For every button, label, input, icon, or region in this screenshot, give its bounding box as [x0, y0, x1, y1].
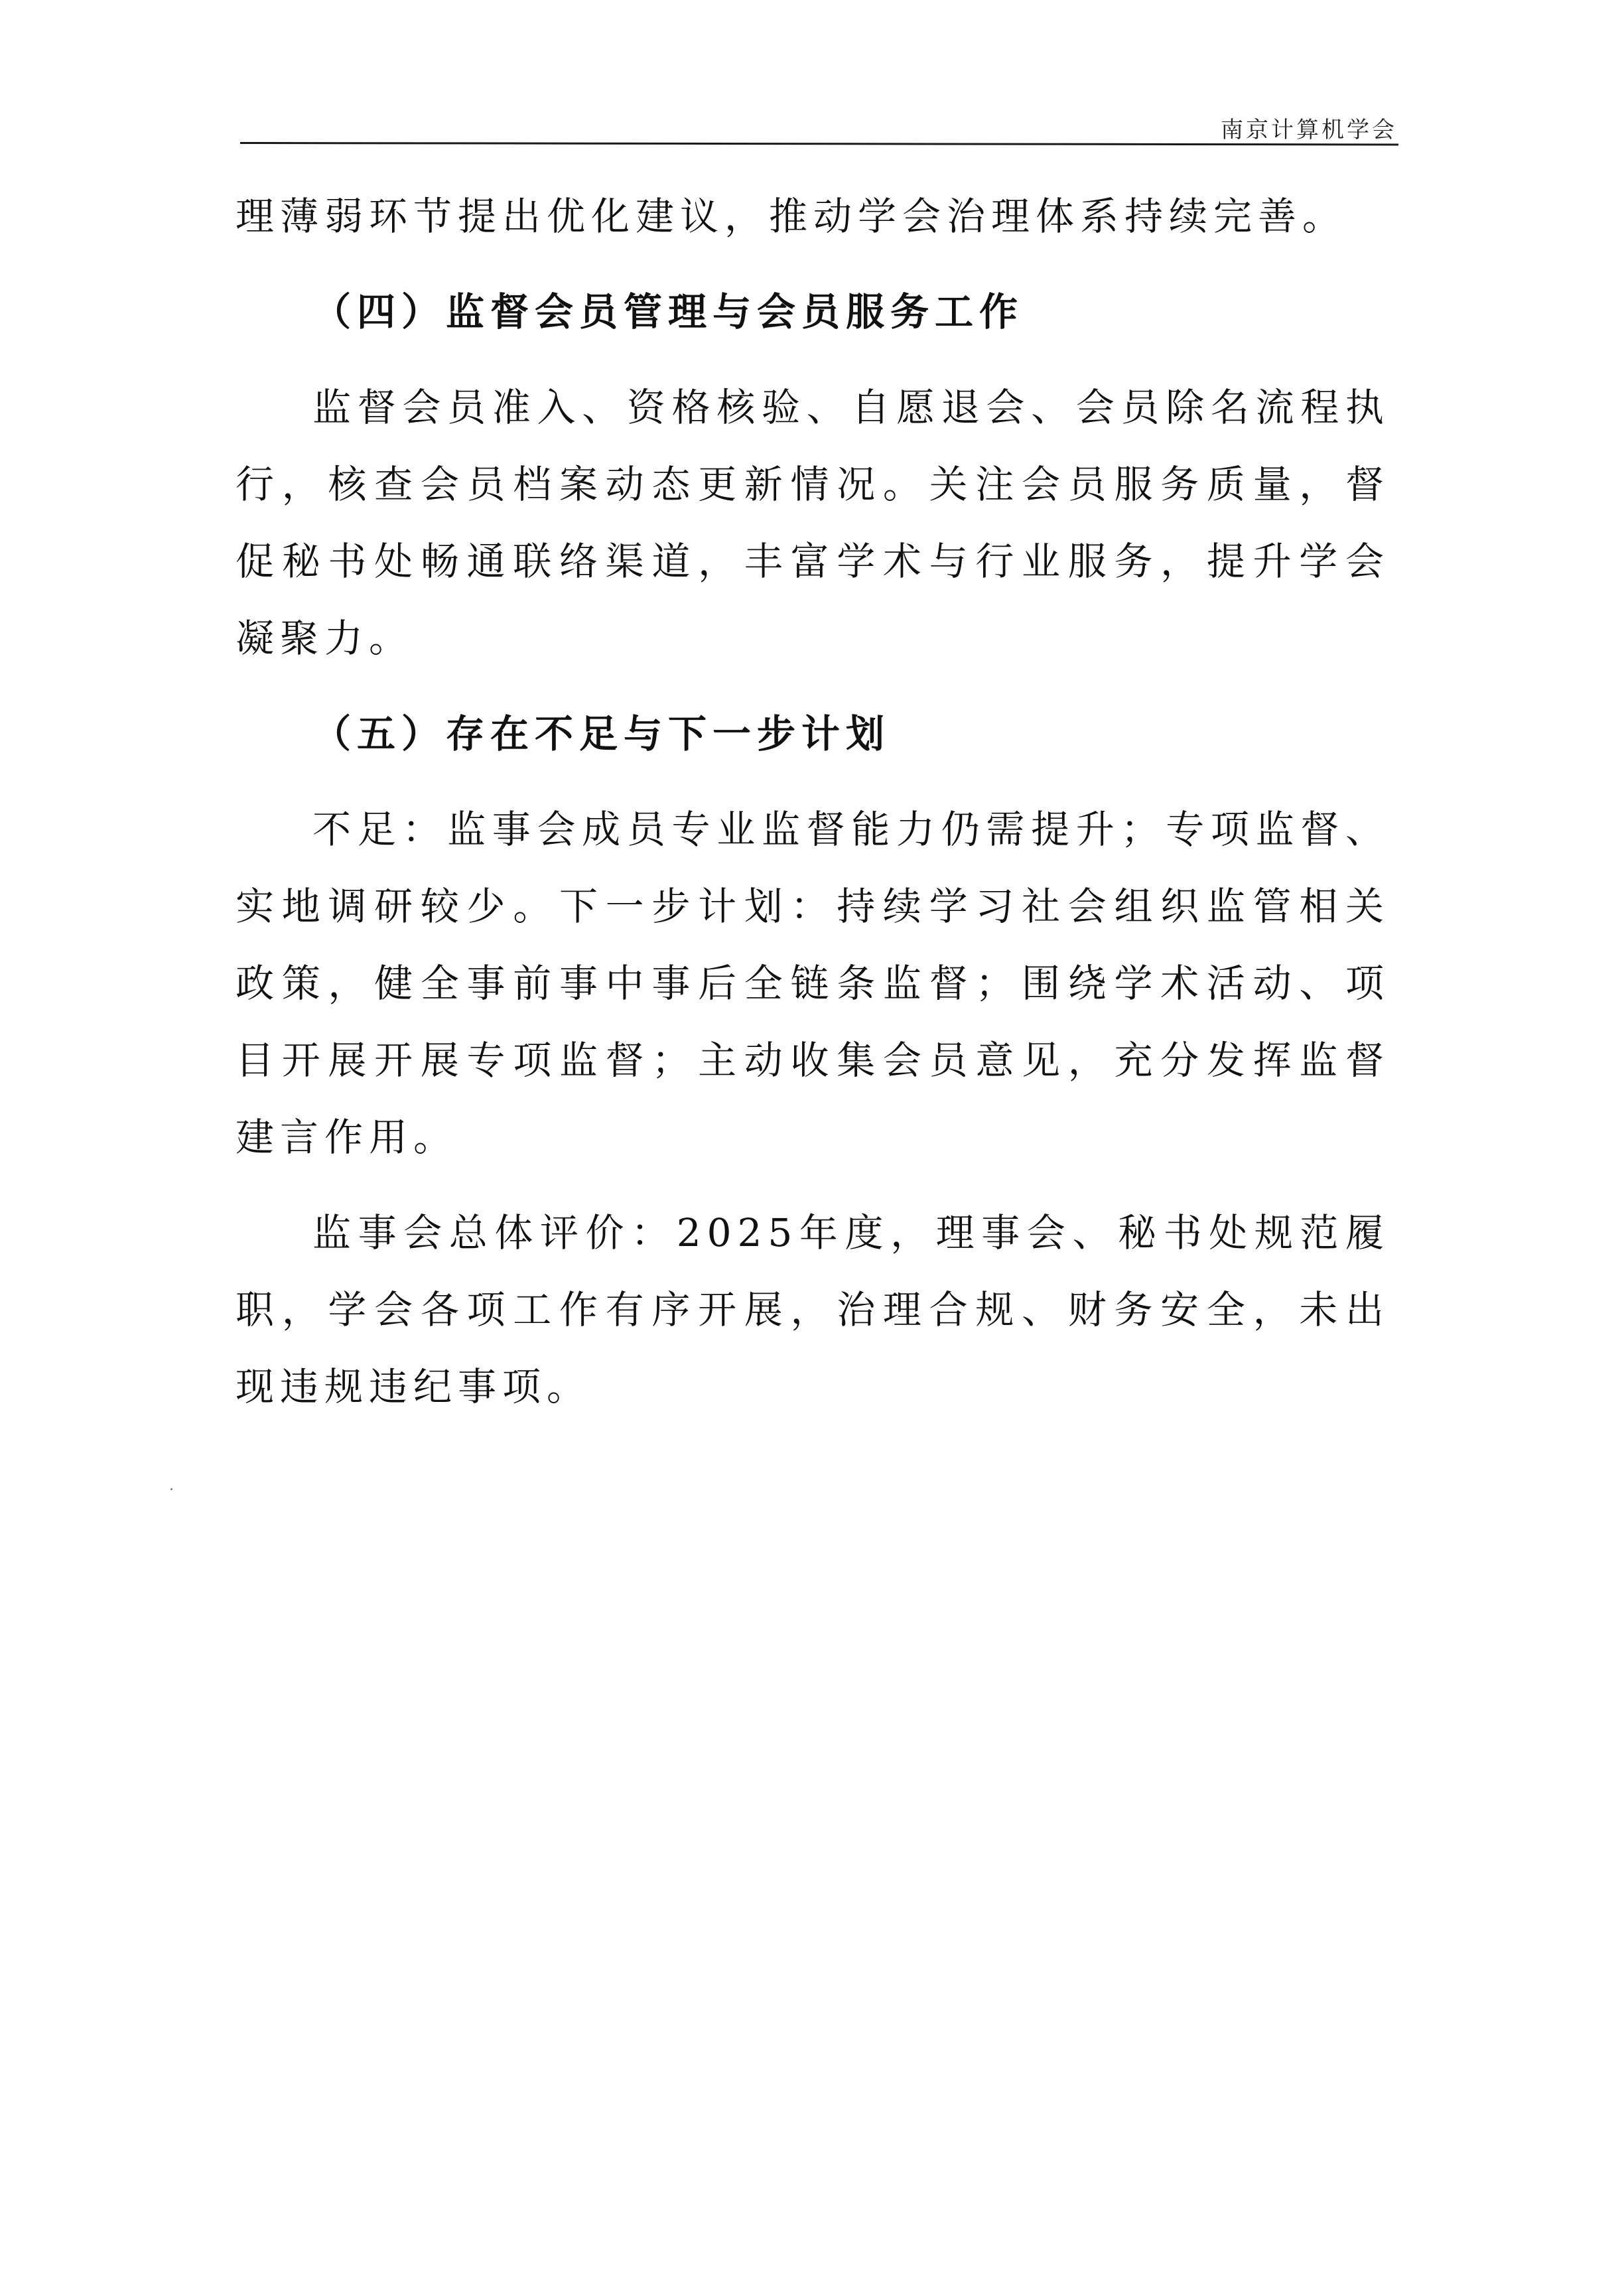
- header-org-name: 南京计算机学会: [1221, 117, 1397, 143]
- section-4-paragraph: 监督会员准入、资格核验、自愿退会、会员除名流程执行，核查会员档案动态更新情况。关注会员服务质量，督促秘书处畅通联络渠道，丰富学术与行业服务，提升学会凝聚力。: [236, 385, 1390, 661]
- document-body: [236, 178, 1390, 1425]
- scan-speck: [170, 1488, 172, 1490]
- section-5-paragraph: 不足：监事会成员专业监督能力仍需提升；专项监督、实地调研较少。下一步计划：持续学习社会组织监管相关政策，健全事前事中事后全链条监督；围绕学术活动、项目开展开展专项监督；主动收集会员意见，充分发挥监督建言作用。: [236, 807, 1390, 1160]
- overall-evaluation-paragraph: 监事会总体评价：2025年度，理事会、秘书处规范履职，学会各项工作有序开展，治理合规、财务安全，未出现违规违纪事项。: [236, 1210, 1390, 1409]
- section-5-heading: （五）存在不足与下一步计划: [312, 711, 891, 756]
- continuation-paragraph: 理薄弱环节提出优化建议，推动学会治理体系持续完善。: [236, 194, 1347, 239]
- section-4-heading: （四）监督会员管理与会员服务工作: [312, 289, 1024, 334]
